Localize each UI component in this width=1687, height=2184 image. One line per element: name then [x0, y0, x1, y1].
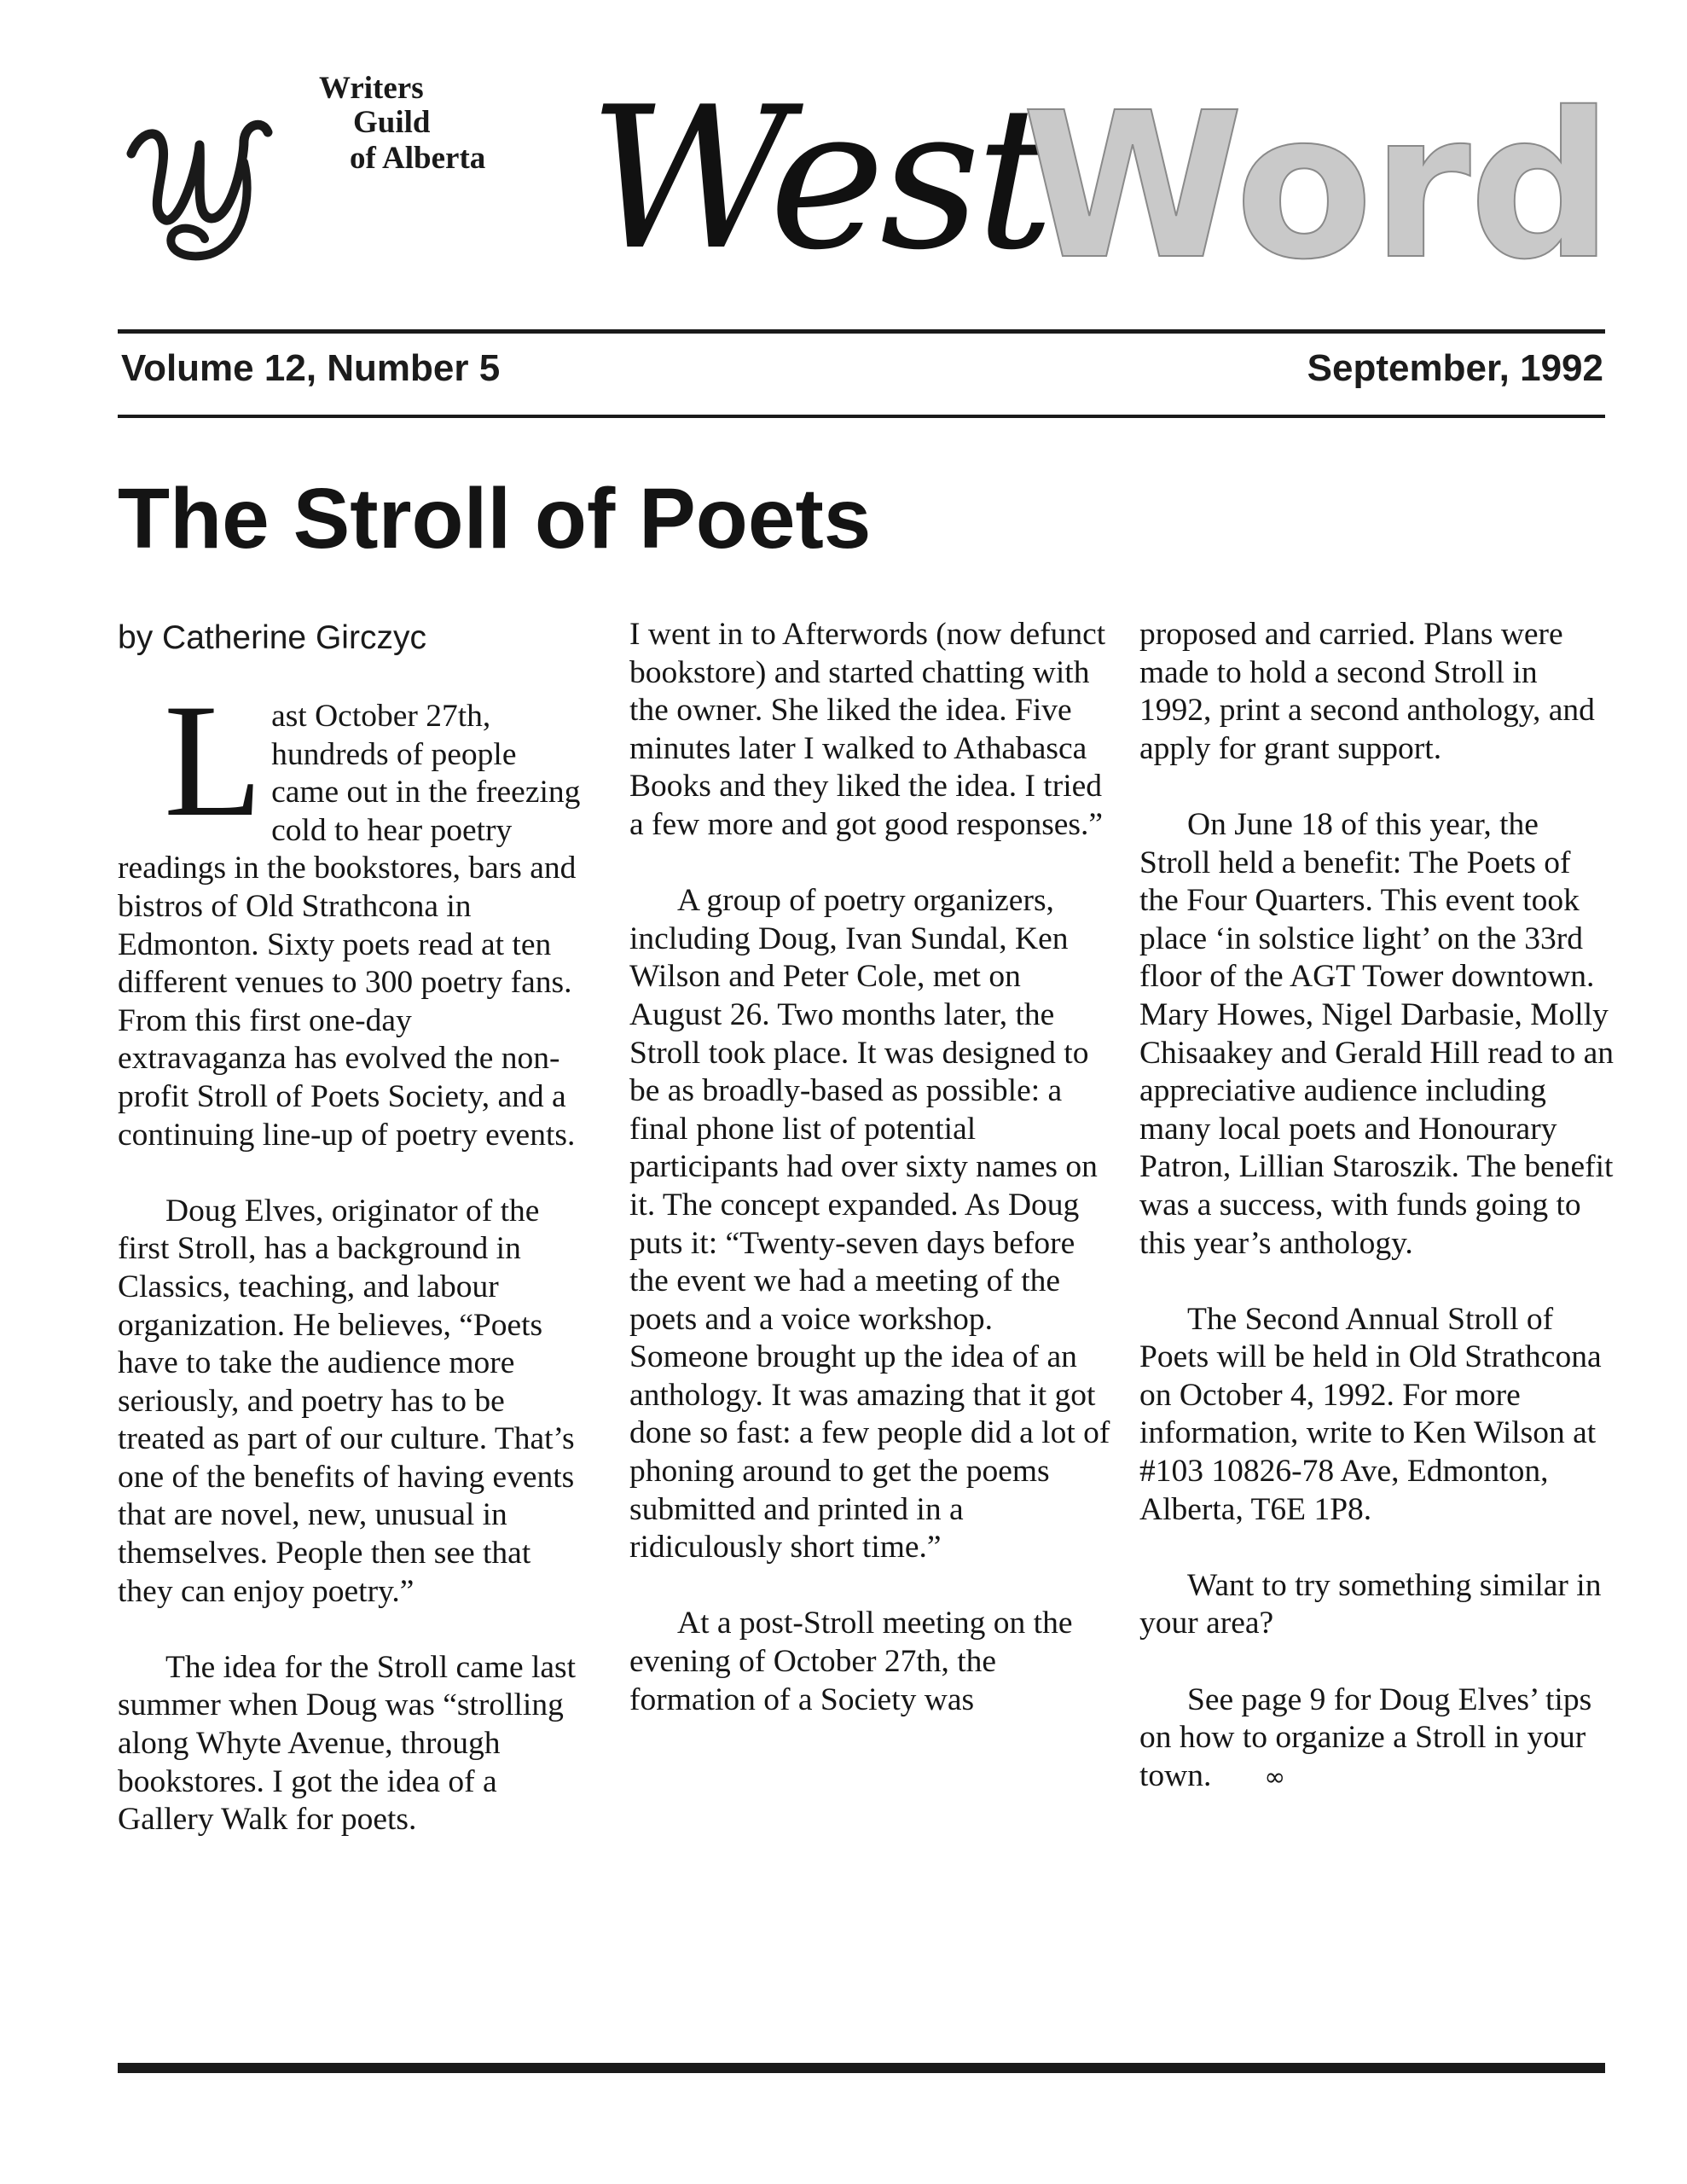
paragraph: Last October 27th, hundreds of people came out in the freezing cold to hear poetry readings in the bookstores, bars and bistros of Old Strathcona in Edmonton. Sixty poets read at ten different venues to 300 poetry fans. From this first one-day extravaganza has evolved the non-profit Stroll of Poets Society, and a continuing line-up of poetry events. [118, 671, 581, 1153]
article-title: The Stroll of Poets [118, 471, 872, 566]
paragraph: A group of poetry organizers, including Doug, Ivan Sundal, Ken Wilson and Peter Cole, met on August 26. Two months later, the Stroll took place. It was designed to be as broadly-based as possible: a final phone list of potential participants had over sixty names on it. The concept expanded. As Doug puts it: “Twenty-seven days before the event we had a meeting of the poets and a voice workshop. Someone brought up the idea of an anthology. It was amazing that it got done so fast: a few people did a lot of phoning around to get the poems submitted and printed in a ridiculously short time.” [629, 883, 1110, 1565]
paragraph: The Second Annual Stroll of Poets will be held in Old Strathcona on October 4, 1992. For more information, write to Ken Wilson at #103 10826-78 Ave, Edmonton, Alberta, T6E 1P8. [1139, 1301, 1602, 1527]
writers-guild-logo [116, 71, 486, 270]
masthead-word: Word [1022, 69, 1612, 304]
paragraph: Doug Elves, originator of the first Stroll, has a background in Classics, teaching, and labour organization. He believes, “Poets have to take the audience more seriously, and poetry has to be treated as part of our culture. That’s one of the benefits of having events that are novel, new, unusual in themselves. People then see that they can enjoy poetry.” [118, 1193, 575, 1609]
top-rule [118, 329, 1605, 334]
paragraph: I went in to Afterwords (now defunct bookstore) and started chatting with the owner. She liked the idea. Five minutes later I walked to Athabasca Books and they liked the idea. I tried a few more and got good responses.” [629, 617, 1106, 842]
masthead-west: West [588, 66, 1050, 293]
masthead [588, 66, 1620, 304]
paragraph: The idea for the Stroll came last summer when Doug was “strolling along Whyte Avenue, through bookstores. I got the idea of a Gallery Walk for poets. [118, 1649, 577, 1838]
logo-line-alberta: of Alberta [350, 141, 486, 176]
end-of-article-icon: ∞ [1264, 1762, 1286, 1792]
wg-monogram-icon [116, 94, 287, 264]
logo-line-writers: Writers [319, 71, 424, 106]
issue-date: September, 1992 [1307, 347, 1603, 389]
paragraph: proposed and carried. Plans were made to hold a second Stroll in 1992, print a second anthology, and apply for grant support. [1139, 617, 1595, 766]
paragraph: At a post-Stroll meeting on the evening of October 27th, the formation of a Society was [629, 1606, 1073, 1717]
article-column-3 [1139, 616, 1617, 1835]
issue-volume: Volume 12, Number 5 [121, 347, 501, 389]
bottom-rule [118, 2063, 1605, 2073]
paragraph: On June 18 of this year, the Stroll held a benefit: The Poets of the Four Quarters. This event took place ‘in solstice light’ on the 33rd floor of the AGT Tower downtown. Mary Howes, Nigel Darbasie, Molly Chisaakey and Gerald Hill read to an appreciative audience including many local poets and Honourary Patron, Lillian Staroszik. The benefit was a success, with funds going to this year’s anthology. [1139, 806, 1615, 1261]
article-byline: by Catherine Girczyc [118, 619, 426, 656]
article-column-1 [118, 671, 583, 1877]
paragraph: Want to try something similar in your area? [1139, 1567, 1602, 1641]
header-rule [118, 415, 1605, 418]
drop-cap: L [164, 671, 264, 851]
article-column-2 [629, 616, 1111, 1757]
paragraph: See page 9 for Doug Elves’ tips on how to organize a Stroll in your town. ∞ [1139, 1682, 1617, 1798]
logo-line-guild: Guild [353, 105, 431, 140]
